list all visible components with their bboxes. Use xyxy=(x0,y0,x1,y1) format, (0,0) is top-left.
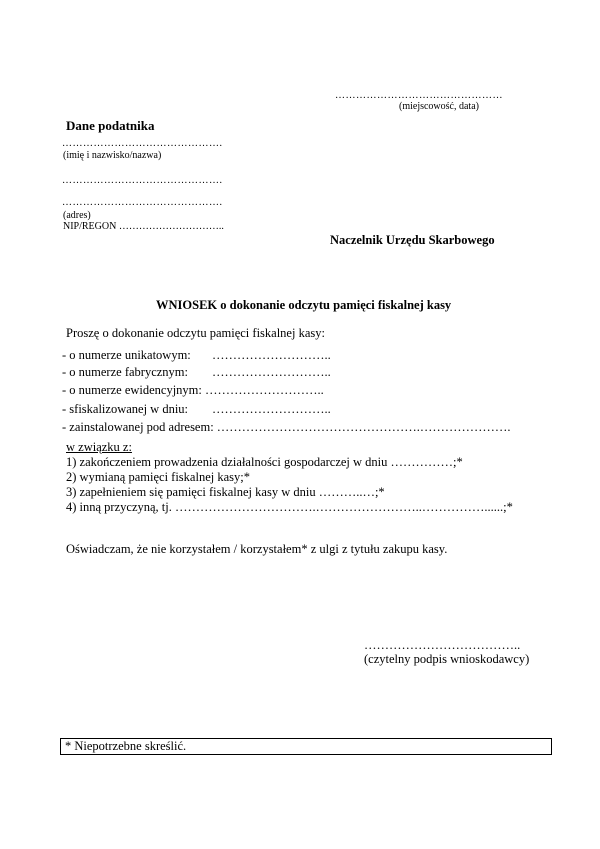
request-intro: Proszę o dokonanie odczytu pamięci fiskalnej kasy: xyxy=(66,326,325,340)
reason-item: 2) wymianą pamięci fiskalnej kasy;* xyxy=(66,470,250,484)
field-install-address: - zainstalowanej pod adresem: ………………………………………….…………………. xyxy=(62,420,511,434)
taxpayer-name-line: ………………………………………. xyxy=(62,138,223,149)
signature-caption: (czytelny podpis wnioskodawcy) xyxy=(364,652,530,666)
taxpayer-address-caption: (adres) xyxy=(63,210,91,221)
taxpayer-address-line-2: ………………………………………. xyxy=(62,197,223,208)
declaration: Oświadczam, że nie korzystałem / korzystałem* z ulgi z tytułu zakupu kasy. xyxy=(66,542,448,556)
place-date-caption: (miejscowość, data) xyxy=(399,101,479,112)
taxpayer-address-line-1: ………………………………………. xyxy=(62,175,223,186)
field-registration-number: - o numerze ewidencyjnym: ……………………….. xyxy=(62,383,324,397)
field-fiscalized-date-dots: ……………………….. xyxy=(212,402,331,416)
field-factory-number-label: - o numerze fabrycznym: xyxy=(62,365,188,379)
taxpayer-nip-line: NIP/REGON ………………………….. xyxy=(63,221,224,232)
reason-item: 1) zakończeniem prowadzenia działalności gospodarczej w dniu ……………;* xyxy=(66,455,463,469)
document-title: WNIOSEK o dokonanie odczytu pamięci fiskalnej kasy xyxy=(156,298,452,312)
footnote-text: * Niepotrzebne skreślić. xyxy=(65,739,187,753)
footnote-box xyxy=(60,738,552,755)
field-fiscalized-date-label: - sfiskalizowanej w dniu: xyxy=(62,402,189,416)
reason-item: 4) inną przyczyną, tj. …………………………….……………………..……………......;* xyxy=(66,500,513,514)
reason-item: 3) zapełnieniem się pamięci fiskalnej kasy w dniu ………..…;* xyxy=(66,485,385,499)
taxpayer-heading: Dane podatnika xyxy=(66,118,155,133)
reasons-heading: w związku z: xyxy=(66,440,132,454)
field-unique-number-dots: ……………………….. xyxy=(212,348,331,362)
recipient-office: Naczelnik Urzędu Skarbowego xyxy=(330,233,495,247)
field-unique-number-label: - o numerze unikatowym: xyxy=(62,348,191,362)
taxpayer-name-caption: (imię i nazwisko/nazwa) xyxy=(63,150,162,161)
signature-line: ……………………………….. xyxy=(364,638,521,652)
place-date-line: ………………………………………… xyxy=(335,90,503,101)
field-factory-number-dots: ……………………….. xyxy=(212,365,331,379)
